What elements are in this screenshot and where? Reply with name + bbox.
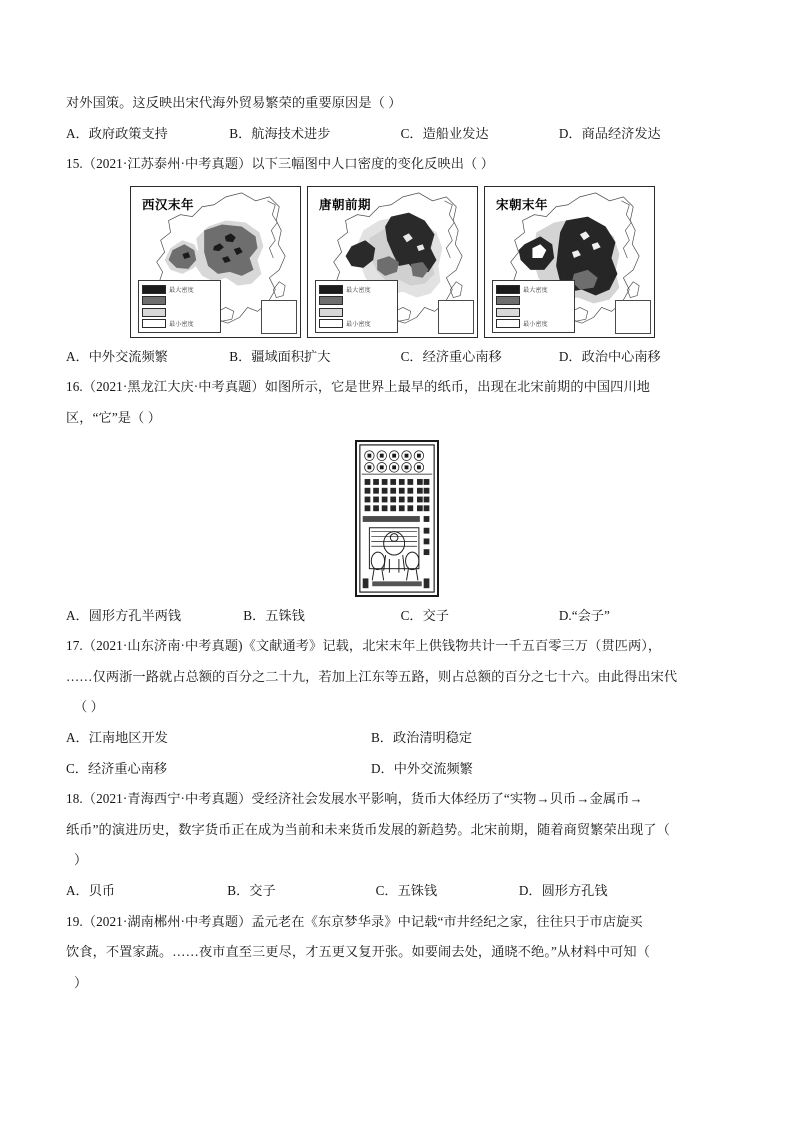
legend-row-3	[496, 307, 571, 317]
population-density-map-figure	[130, 186, 728, 338]
legend-row-min	[496, 319, 571, 329]
legend-swatch-3	[496, 308, 520, 317]
question-17-stem-line-3: （ ）	[74, 699, 104, 715]
map-title-western-han: 西汉末年	[142, 196, 195, 212]
map-inset-western-han	[261, 300, 297, 334]
legend-swatch-3	[319, 308, 343, 317]
legend-row-2	[319, 296, 394, 306]
q14-option-d[interactable]: D．商品经济发达	[558, 125, 661, 141]
legend-label-max: 最大密度	[169, 286, 194, 294]
legend-swatch-max	[319, 285, 343, 294]
q18-option-c[interactable]: C．五铢钱	[375, 882, 438, 898]
question-18-options	[66, 876, 728, 907]
jiaozi-banknote-image	[355, 440, 439, 597]
legend-swatch-min	[142, 319, 166, 328]
map-western-han	[130, 186, 301, 338]
q17-option-c[interactable]: C．经济重心南移	[66, 760, 168, 776]
question-16-stem-line-1: 16.（2021·黑龙江大庆·中考真题）如图所示，它是世界上最早的纸币，出现在北宋前期的中国四川地	[66, 379, 651, 395]
question-17-stem-line-1: 17.（2021·山东济南·中考真题)《文献通考》记载，北宋末年上供钱物共计一千五百零三万（贯匹两），	[66, 638, 662, 654]
map-inset-late-song	[615, 300, 651, 334]
jiaozi-banknote-figure	[66, 440, 728, 597]
question-19-stem-line-2: 饮食，不置家蔬。……夜市直至三更尽，才五更又复开张。如要闹去处，通晓不绝。”从材料中可知（	[66, 944, 650, 960]
question-16-stem-line-2: 区，“它”是（ ）	[66, 409, 162, 425]
legend-swatch-3	[142, 308, 166, 317]
question-18-stem-line-3: ）	[74, 852, 88, 868]
legend-row-2	[142, 296, 217, 306]
q16-option-c[interactable]: C．交子	[400, 607, 449, 623]
q16-option-b[interactable]: B．五铢钱	[243, 607, 305, 623]
q15-option-a[interactable]: A．中外交流频繁	[66, 348, 168, 364]
legend-row-min	[142, 319, 217, 329]
legend-row-min	[319, 319, 394, 329]
map-inset-early-tang	[438, 300, 474, 334]
legend-swatch-min	[319, 319, 343, 328]
legend-row-max	[319, 284, 394, 294]
q15-option-d[interactable]: D．政治中心南移	[558, 348, 661, 364]
map-legend-early-tang	[315, 280, 398, 333]
legend-row-2	[496, 296, 571, 306]
legend-row-3	[319, 307, 394, 317]
legend-row-max	[496, 284, 571, 294]
question-18-stem-line-2: 纸币”的演进历史，数字货币正在成为当前和未来货币发展的新趋势。北宋前期，随着商贸繁荣出现了（	[66, 821, 670, 837]
question-17-options-row-1	[66, 723, 728, 754]
q16-option-a[interactable]: A．圆形方孔半两钱	[66, 607, 182, 623]
map-title-late-song: 宋朝末年	[496, 196, 549, 212]
legend-label-max: 最大密度	[346, 286, 371, 294]
q15-option-c[interactable]: C．经济重心南移	[400, 348, 502, 364]
q18-option-d[interactable]: D．圆形方孔钱	[518, 882, 608, 898]
legend-swatch-max	[142, 285, 166, 294]
legend-label-max: 最大密度	[523, 286, 548, 294]
q17-option-b[interactable]: B．政治清明稳定	[371, 729, 473, 745]
q16-option-d[interactable]: D.“会子”	[558, 607, 610, 623]
question-19-stem-line-3: ）	[74, 974, 88, 990]
legend-swatch-2	[496, 296, 520, 305]
question-17-stem-line-2: ……仅两浙一路就占总额的百分之二十九，若加上江东等五路，则占总额的百分之七十六。由此得出宋代	[66, 668, 678, 684]
map-title-early-tang: 唐朝前期	[319, 196, 372, 212]
question-15-options	[66, 342, 728, 373]
map-legend-western-han	[138, 280, 221, 333]
question-18-stem-line-1: 18.（2021·青海西宁·中考真题）受经济社会发展水平影响，货币大体经历了“实物→贝币→金属币→	[66, 791, 643, 807]
q14-option-c[interactable]: C．造船业发达	[400, 125, 489, 141]
q15-option-b[interactable]: B．疆域面积扩大	[229, 348, 331, 364]
map-early-tang	[307, 186, 478, 338]
map-legend-late-song	[492, 280, 575, 333]
q17-option-a[interactable]: A．江南地区开发	[66, 729, 168, 745]
legend-swatch-2	[142, 296, 166, 305]
legend-swatch-min	[496, 319, 520, 328]
q18-option-b[interactable]: B．交子	[227, 882, 276, 898]
legend-label-min: 最小密度	[169, 321, 194, 329]
legend-row-max	[142, 284, 217, 294]
legend-row-3	[142, 307, 217, 317]
question-15-stem: 15.（2021·江苏泰州·中考真题）以下三幅图中人口密度的变化反映出（ ）	[66, 156, 494, 172]
question-17-options-row-2	[66, 754, 728, 785]
question-16-options	[66, 601, 728, 632]
legend-swatch-max	[496, 285, 520, 294]
q17-option-d[interactable]: D．中外交流频繁	[371, 760, 473, 776]
q14-option-b[interactable]: B．航海技术进步	[229, 125, 331, 141]
legend-label-min: 最小密度	[346, 321, 371, 329]
legend-swatch-2	[319, 296, 343, 305]
question-14-stem-tail: 对外国策。这反映出宋代海外贸易繁荣的重要原因是（ ）	[66, 95, 402, 110]
map-late-song	[484, 186, 655, 338]
legend-label-min: 最小密度	[523, 321, 548, 329]
q18-option-a[interactable]: A．贝币	[66, 882, 116, 898]
q14-option-a[interactable]: A．政府政策支持	[66, 125, 168, 141]
question-19-stem-line-1: 19.（2021·湖南郴州·中考真题）孟元老在《东京梦华录》中记载“市井经纪之家，往往只于市店旋买	[66, 913, 643, 929]
question-14-options	[66, 119, 728, 150]
jiaozi-woodblock-graphic	[357, 442, 437, 595]
